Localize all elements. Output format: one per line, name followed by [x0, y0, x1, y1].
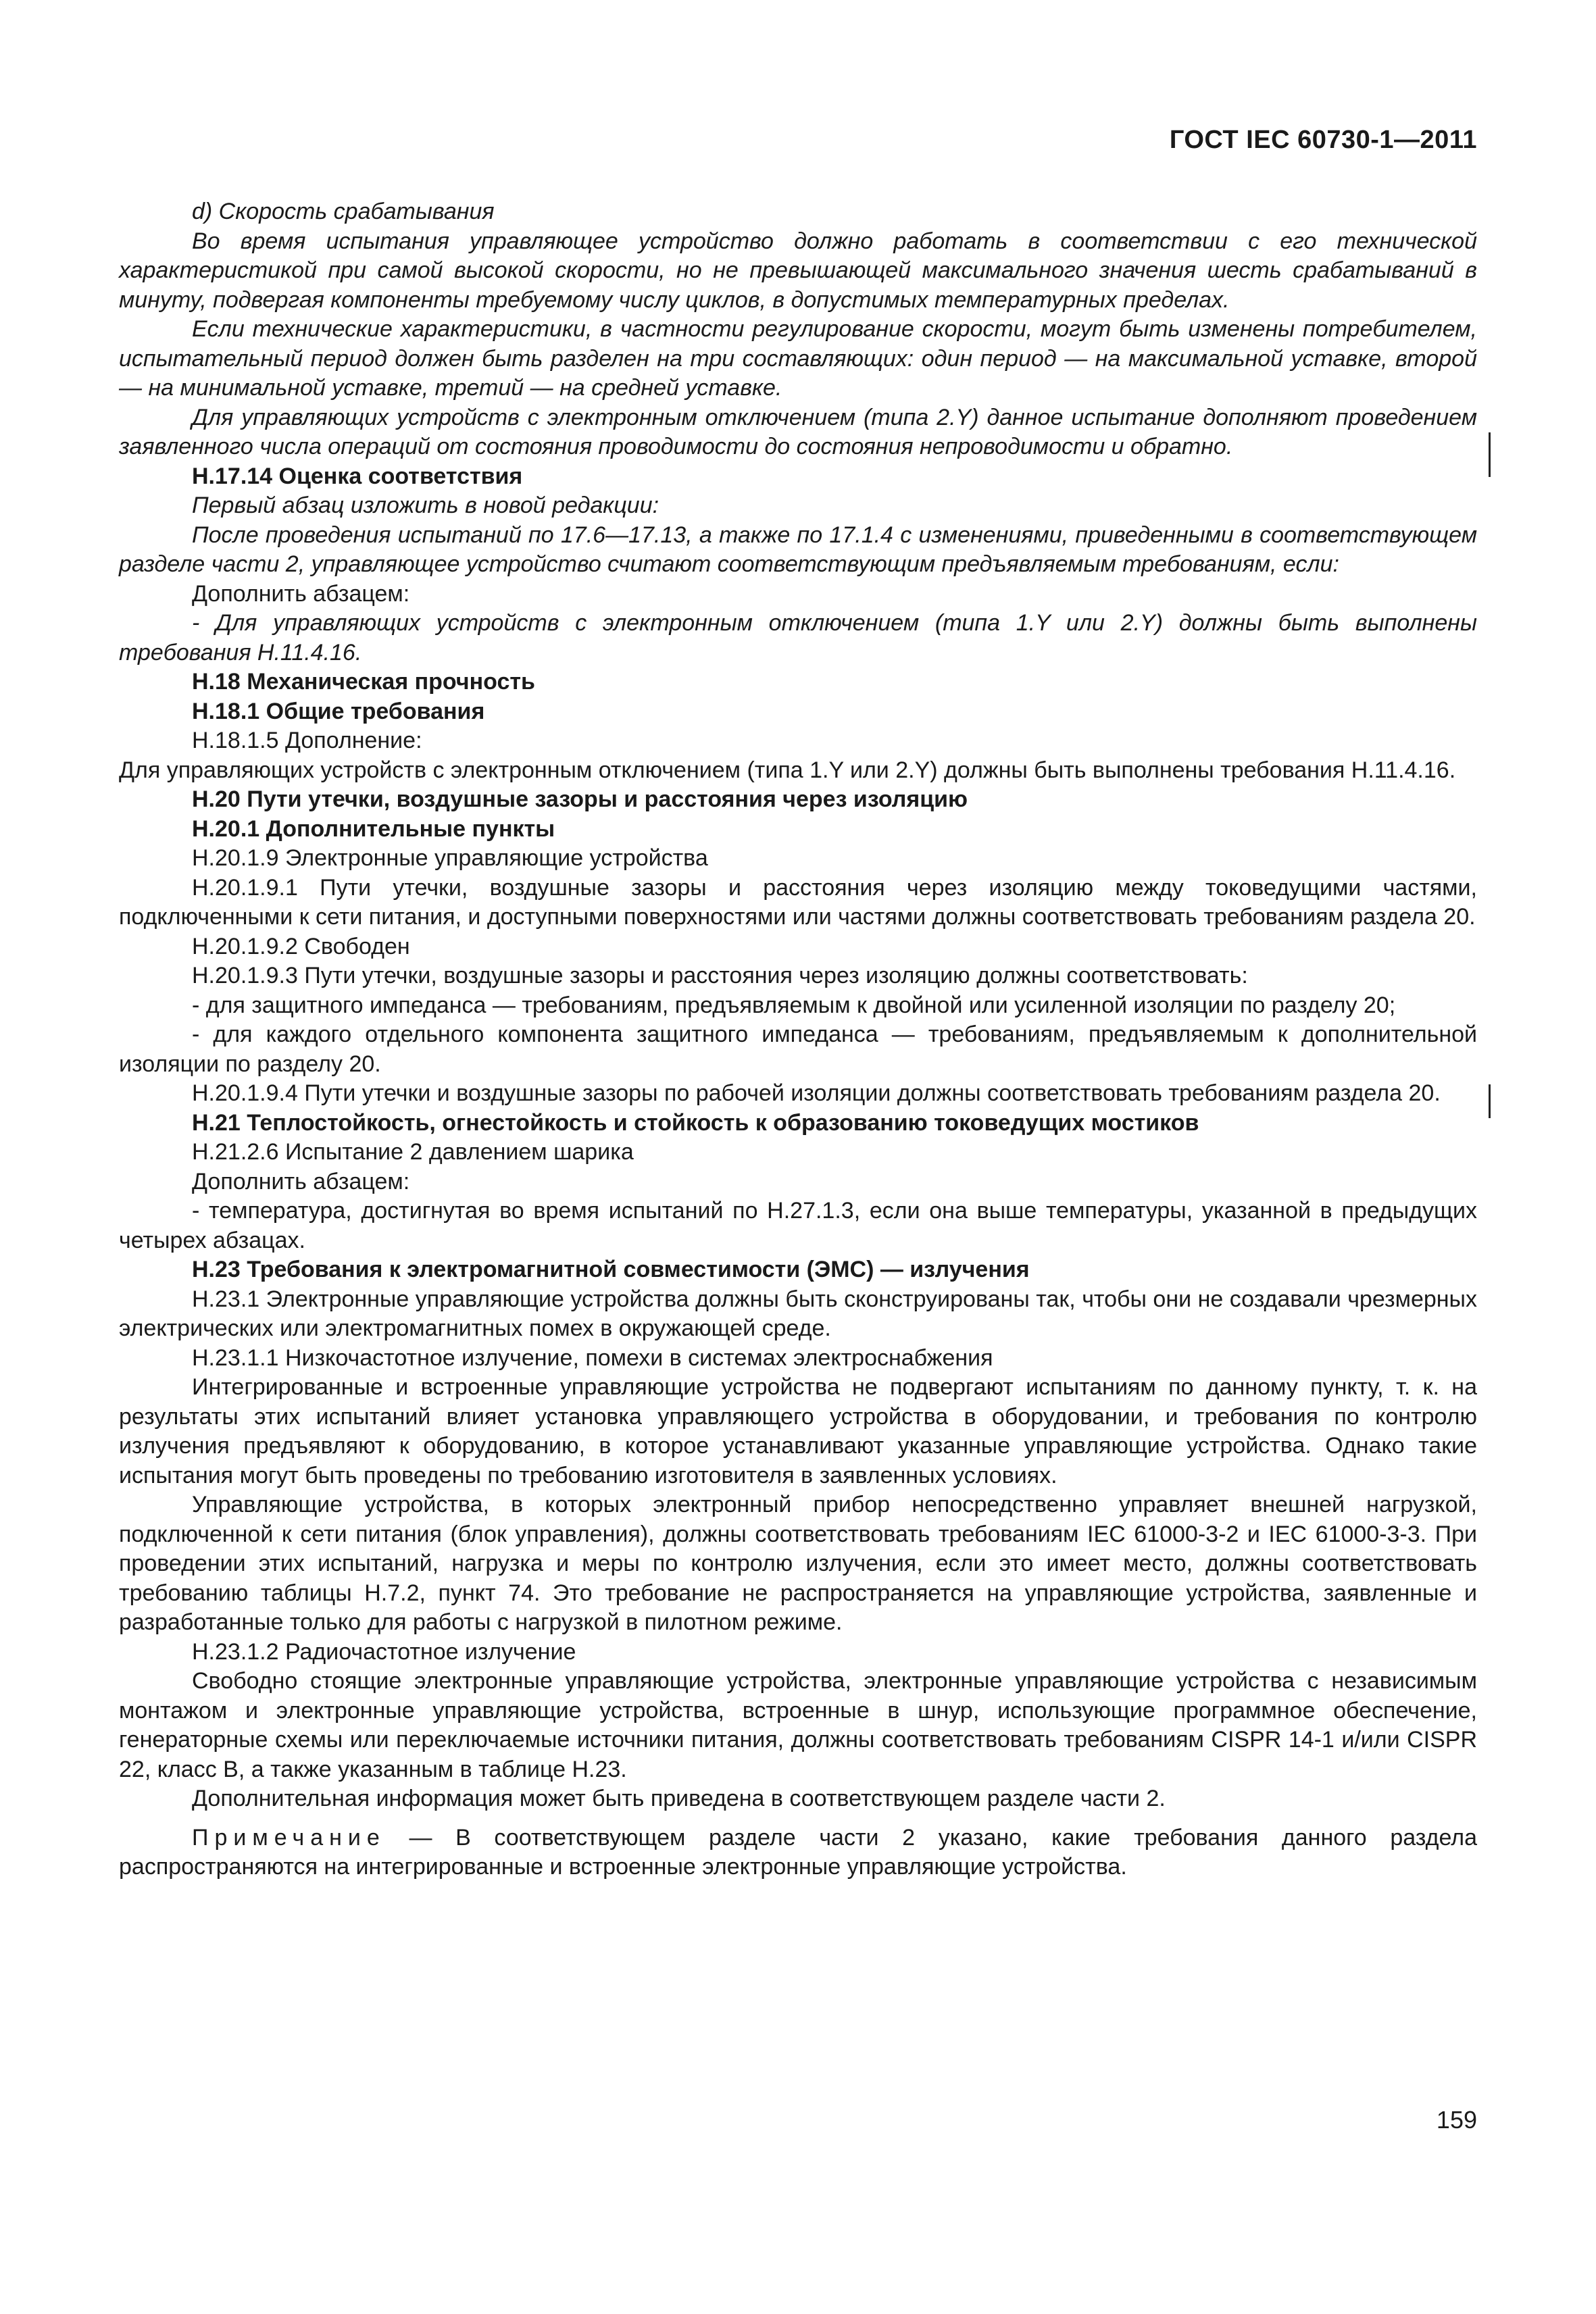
note-text: — В соответствующем разделе части 2 указано, какие требования данного раздела распространяются на интегрированные и встроенные электронные управляющие устройства. — [119, 1824, 1477, 1880]
paragraph: - для защитного импеданса — требованиям, предъявляемым к двойной или усиленной изоляции по разделу 20; — [192, 992, 1396, 1018]
paragraph: Для управляющих устройств с электронным отключением (типа 1.Y или 2.Y) должны быть выполнены требования H.11.4.16. — [119, 757, 1456, 783]
item-d-title: d) Скорость срабатывания — [192, 199, 495, 224]
paragraph: H.20.1.9.1 Пути утечки, воздушные зазоры и расстояния через изоляцию между токоведущими частями, подключенными к сети питания, и доступными поверхностями или частями должны соответствовать требованиям раздела 20. — [119, 874, 1477, 930]
note-label: Примечание — [192, 1824, 386, 1851]
paragraph: Первый абзац изложить в новой редакции: — [192, 493, 659, 518]
section-heading: H.21 Теплостойкость, огнестойкость и стойкость к образованию токоведущих мостиков — [192, 1109, 1199, 1136]
section-heading: H.20.1 Дополнительные пункты — [192, 815, 555, 842]
paragraph: Для управляющих устройств с электронным отключением (типа 2.Y) данное испытание дополняют проведением заявленного числа операций от состояния проводимости до состояния непроводимости и обратно. — [119, 404, 1477, 459]
paragraph: H.20.1.9.2 Свободен — [192, 933, 410, 959]
change-bar — [1489, 1084, 1491, 1118]
change-bar — [1489, 432, 1491, 477]
paragraph: - температура, достигнутая во время испытаний по H.27.1.3, если она выше температуры, указанной в предыдущих четырех абзацах. — [119, 1198, 1477, 1253]
paragraph: H.20.1.9 Электронные управляющие устройства — [192, 845, 708, 871]
paragraph: Управляющие устройства, в которых электронный прибор непосредственно управляет внешней нагрузкой, подключенной к сети питания (блок управления), должны соответствовать требованиям IEC 61000-3-2 и IEC 61000-3-3. При проведении этих испытаний, нагрузка и меры по контролю излучения, если это имеет место, должны соответствовать требованию таблицы H.7.2, пункт 74. Это требование не распространяется на управляющие устройства, заявленные и разработанные только для работы с нагрузкой в пилотном режиме. — [119, 1492, 1477, 1635]
paragraph: Дополнить абзацем: — [192, 580, 410, 607]
section-heading: H.17.14 Оценка соответствия — [192, 463, 523, 489]
paragraph: Интегрированные и встроенные управляющие устройства не подвергают испытаниям по данному пункту, т. к. на результаты этих испытаний влияет установка управляющего устройства в оборудовании, и требования по контролю излучения предъявляют к оборудованию, в которое устанавливают указанные управляющие устройства. Однако такие испытания могут быть проведены по требованию изготовителя в заявленных условиях. — [119, 1374, 1477, 1488]
paragraph: H.23.1.2 Радиочастотное излучение — [192, 1638, 576, 1665]
document-header: ГОСТ IEC 60730-1—2011 — [1169, 126, 1477, 154]
paragraph: H.21.2.6 Испытание 2 давлением шарика — [192, 1139, 634, 1165]
paragraph: Дополнить абзацем: — [192, 1168, 410, 1194]
paragraph: H.20.1.9.4 Пути утечки и воздушные зазоры по рабочей изоляции должны соответствовать требованиям раздела 20. — [192, 1080, 1441, 1106]
paragraph: H.23.1.1 Низкочастотное излучение, помехи в системах электроснабжения — [192, 1344, 993, 1371]
paragraph: После проведения испытаний по 17.6—17.13, а также по 17.1.4 с изменениями, приведенными в соответствующем разделе части 2, управляющее устройство считают соответствующим предъявляемым требованиям, если: — [119, 522, 1477, 577]
paragraph: H.23.1 Электронные управляющие устройства должны быть сконструированы так, чтобы они не создавали чрезмерных электрических или электромагнитных помех в окружающей среде. — [119, 1286, 1477, 1341]
paragraph: Свободно стоящие электронные управляющие устройства, электронные управляющие устройства с независимым монтажом и электронные управляющие устройства, встроенные в шнур, использующие программное обеспечение, генераторные схемы или переключаемые источники питания, должны соответствовать требованиям CISPR 14-1 и/или CISPR 22, класс B, а также указанным в таблице H.23. — [119, 1668, 1477, 1782]
paragraph: Если технические характеристики, в частности регулирование скорости, могут быть изменены потребителем, испытательный период должен быть разделен на три составляющих: один период — на максимальной уставке, второй — на минимальной уставке, третий — на средней уставке. — [119, 316, 1477, 401]
page-number: 159 — [1436, 2106, 1477, 2134]
paragraph: Дополнительная информация может быть приведена в соответствующем разделе части 2. — [192, 1786, 1166, 1811]
section-heading: H.20 Пути утечки, воздушные зазоры и расстояния через изоляцию — [192, 786, 968, 812]
paragraph: H.20.1.9.3 Пути утечки, воздушные зазоры и расстояния через изоляцию должны соответствовать: — [192, 963, 1248, 988]
paragraph: Во время испытания управляющее устройство должно работать в соответствии с его технической характеристикой при самой высокой скорости, но не превышающей максимального значения шесть срабатываний в минуту, подвергая компоненты требуемому числу циклов, в допустимых температурных пределах. — [119, 228, 1477, 313]
paragraph: - Для управляющих устройств с электронным отключением (типа 1.Y или 2.Y) должны быть выполнены требования H.11.4.16. — [119, 610, 1477, 665]
section-heading: H.23 Требования к электромагнитной совместимости (ЭМС) — излучения — [192, 1257, 1030, 1282]
note-paragraph — [119, 1823, 1477, 1882]
page-body — [119, 197, 1477, 1882]
paragraph: H.18.1.5 Дополнение: — [192, 728, 422, 753]
section-heading: H.18.1 Общие требования — [192, 698, 485, 724]
section-heading: H.18 Механическая прочность — [192, 669, 535, 695]
paragraph: - для каждого отдельного компонента защитного импеданса — требованиям, предъявляемым к дополнительной изоляции по разделу 20. — [119, 1022, 1477, 1077]
